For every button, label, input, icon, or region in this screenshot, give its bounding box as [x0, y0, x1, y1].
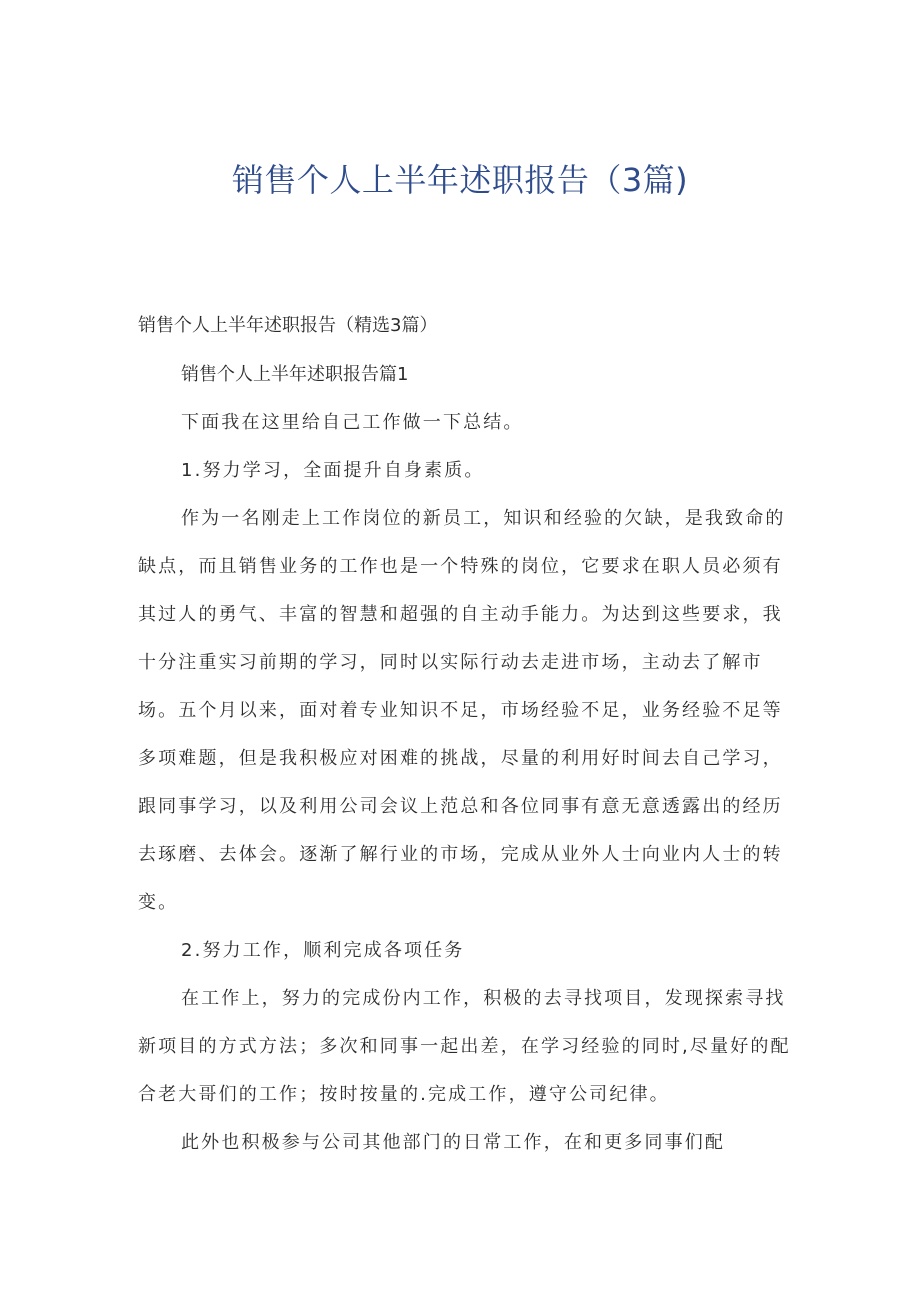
document-subtitle: 销售个人上半年述职报告（精选3篇）	[138, 315, 438, 336]
paragraph-line: 作为一名刚走上工作岗位的新员工，知识和经验的欠缺，是我致命的	[181, 508, 786, 529]
section-heading: 销售个人上半年述职报告篇1	[181, 364, 409, 385]
point-2-heading: 2.努力工作，顺利完成各项任务	[181, 940, 465, 961]
paragraph-line: 跟同事学习，以及利用公司会议上范总和各位同事有意无意透露出的经历	[138, 796, 783, 817]
intro-paragraph: 下面我在这里给自己工作做一下总结。	[181, 412, 524, 433]
paragraph-line: 缺点，而且销售业务的工作也是一个特殊的岗位，它要求在职人员必须有	[138, 556, 783, 577]
paragraph-line: 场。五个月以来，面对着专业知识不足，市场经验不足，业务经验不足等	[138, 700, 783, 721]
document-title: 销售个人上半年述职报告（3篇)	[231, 161, 689, 199]
paragraph-line: 其过人的勇气、丰富的智慧和超强的自主动手能力。为达到这些要求，我	[138, 604, 783, 625]
paragraph-line: 新项目的方式方法；多次和同事一起出差，在学习经验的同时,尽量好的配	[138, 1036, 791, 1057]
paragraph-line: 多项难题，但是我积极应对困难的挑战，尽量的利用好时间去自己学习，	[138, 748, 783, 769]
paragraph-line: 变。	[138, 892, 179, 913]
paragraph-line: 在工作上，努力的完成份内工作，积极的去寻找项目，发现探索寻找	[181, 988, 786, 1009]
paragraph-line: 去琢磨、去体会。逐渐了解行业的市场，完成从业外人士向业内人士的转	[138, 844, 783, 865]
paragraph-line: 合老大哥们的工作；按时按量的.完成工作，遵守公司纪律。	[138, 1084, 670, 1105]
paragraph-line: 十分注重实习前期的学习，同时以实际行动去走进市场，主动去了解市	[138, 652, 763, 673]
closing-paragraph: 此外也积极参与公司其他部门的日常工作，在和更多同事们配	[181, 1132, 726, 1153]
point-1-heading: 1.努力学习，全面提升自身素质。	[181, 460, 485, 481]
